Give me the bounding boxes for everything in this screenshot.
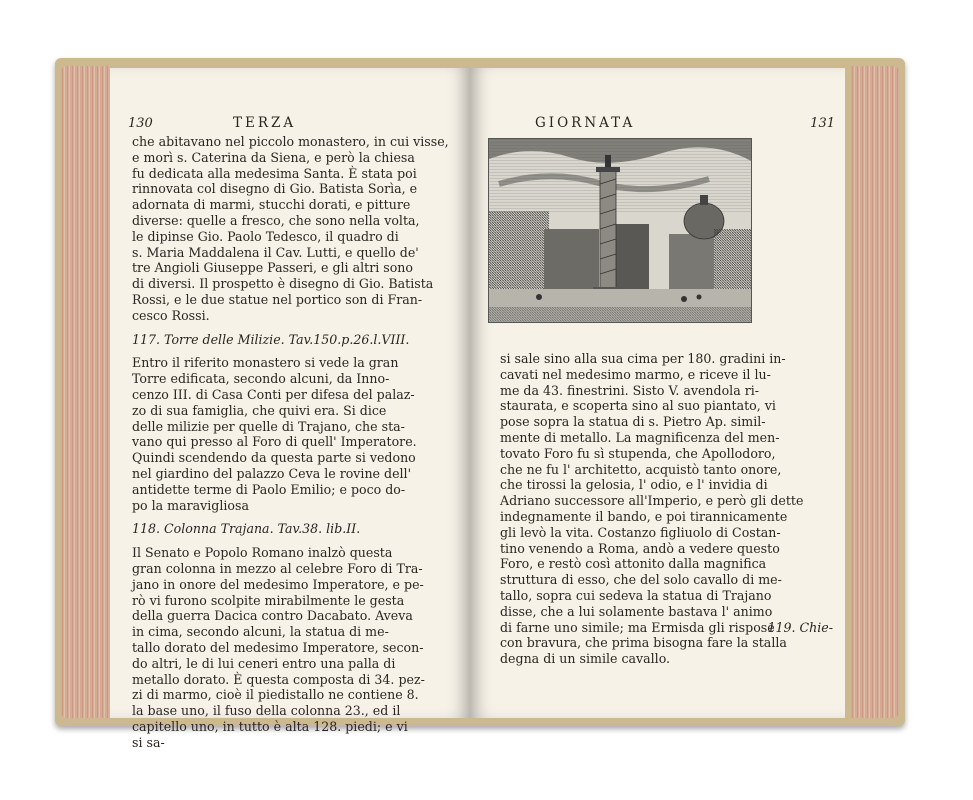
text-line: s. Maria Maddalena il Cav. Lutti, e quello de' <box>132 244 419 260</box>
right-page-number: 131 <box>810 116 835 131</box>
text-line: Entro il riferito monastero si vede la gran <box>132 355 399 371</box>
text-line: delle milizie per quelle di Trajano, che sta- <box>132 418 405 434</box>
paragraph-118 <box>132 545 462 750</box>
text-line: rò vi furono scolpite mirabilmente le gesta <box>132 592 405 608</box>
text-line: gli levò la vita. Costanzo figliuolo di Costan- <box>500 524 781 540</box>
text-line: disse, che a lui solamente bastava l' animo <box>500 603 773 619</box>
text-line: gran colonna in mezzo al celebre Foro di Tra- <box>132 560 423 576</box>
text-line: della guerra Dacica contro Dacabato. Aveva <box>132 608 413 624</box>
text-line: fu dedicata alla medesima Santa. È stata poi <box>132 165 417 181</box>
text-line: staurata, e scoperta sino al suo piantato, vi <box>500 398 776 414</box>
text-line: la base uno, il fuso della colonna 23., ed il <box>132 703 401 719</box>
text-line: vano qui presso al Foro di quell' Imperatore. <box>132 434 417 450</box>
text-line: tino venendo a Roma, andò a vedere questo <box>500 540 780 556</box>
text-line: zo di sua famiglia, che quivi era. Si dice <box>132 402 387 418</box>
text-line: che tirossi la gelosia, l' odio, e l' invidia di <box>500 477 768 493</box>
text-line: Il Senato e Popolo Romano inalzò questa <box>132 545 393 561</box>
text-line: si sale sino alla sua cima per 180. gradini in- <box>500 351 786 366</box>
trajan-column-engraving <box>488 138 752 323</box>
right-page <box>470 68 845 718</box>
section-heading-118: 118. Colonna Trajana. Tav.38. lib.II. <box>132 521 361 537</box>
text-line: indegnamente il bando, e poi tirannicamente <box>500 508 788 524</box>
text-line: metallo dorato. È questa composta di 34. pez- <box>132 671 425 687</box>
text-line: nel giardino del palazzo Ceva le rovine dell' <box>132 465 412 481</box>
text-line: jano in onore del medesimo Imperatore, e pe- <box>132 576 424 592</box>
text-line: tre Angioli Giuseppe Passeri, e gli altri sono <box>132 260 413 276</box>
engraving-illustration <box>489 139 751 322</box>
left-page <box>110 68 470 750</box>
catchword: 119. Chie- <box>767 620 833 636</box>
open-book <box>55 58 905 750</box>
paragraph-top <box>132 134 462 324</box>
left-running-head: TERZA <box>233 115 297 131</box>
text-line: tallo, sopra cui sedeva la statua di Trajano <box>500 587 772 603</box>
text-line: e morì s. Caterina da Siena, e però la chiesa <box>132 149 415 165</box>
text-line: Foro, e restò così attonito dalla magnifica <box>500 556 767 572</box>
text-line: capitello uno, in tutto è alta 128. piedi; e vi <box>132 718 408 734</box>
text-line: mente di metallo. La magnificenza del men- <box>500 429 780 445</box>
text-line: tovato Foro fu sì stupenda, che Apollodoro, <box>500 445 776 461</box>
text-line: Rossi, e le due statue nel portico son di Fran- <box>132 291 423 307</box>
text-line: di diversi. Il prospetto è disegno di Gio. Batista <box>132 276 434 292</box>
text-line: pose sopra la statua di s. Pietro Ap. simil- <box>500 414 766 430</box>
text-line: zi di marmo, cioè il piedistallo ne contiene 8. <box>132 687 419 703</box>
text-line: struttura di esso, che del solo cavallo di me- <box>500 572 782 588</box>
text-line: adornata di marmi, stucchi dorati, e pitture <box>132 197 411 213</box>
text-line: Quindi scendendo da questa parte si vedono <box>132 450 416 466</box>
left-header <box>128 116 458 132</box>
text-line: me da 43. finestrini. Sisto V. avendola ri- <box>500 382 760 398</box>
text-line: con bravura, che prima bisogna fare la stalla <box>500 635 787 651</box>
text-line: cesco Rossi. <box>132 307 210 323</box>
paragraph-117 <box>132 355 462 513</box>
page-edges-left <box>61 66 109 718</box>
text-line: Torre edificata, secondo alcuni, da Inno- <box>132 371 390 387</box>
text-line: rinnovata col disegno di Gio. Batista Sorìa, e <box>132 181 418 197</box>
text-line: diverse: quelle a fresco, che sono nella volta, <box>132 212 420 228</box>
right-header <box>535 116 835 132</box>
text-line: do altri, le di lui ceneri entro una palla di <box>132 655 396 671</box>
text-line: po la maravigliosa <box>132 497 249 513</box>
text-line: in cima, secondo alcuni, la statua di me- <box>132 624 389 640</box>
left-text-block <box>132 134 462 750</box>
left-page-number: 130 <box>128 116 153 131</box>
text-line: degna di un simile cavallo. <box>500 651 671 667</box>
text-line: che ne fu l' architetto, acquistò tanto onore, <box>500 461 782 477</box>
text-line: cenzo III. di Casa Conti per difesa del palaz- <box>132 386 415 402</box>
text-line: antidette terme di Paolo Emilio; e poco do- <box>132 481 406 497</box>
text-line: che abitavano nel piccolo monastero, in cui visse, <box>132 134 449 149</box>
text-line: di farne uno simile; ma Ermisda gli rispose <box>500 619 775 635</box>
page-edges-right <box>851 66 899 718</box>
text-line: tallo dorato del medesimo Imperatore, secon- <box>132 639 424 655</box>
text-line: le dipinse Gio. Paolo Tedesco, il quadro di <box>132 228 399 244</box>
right-running-head: GIORNATA <box>535 115 636 131</box>
text-line: si sa- <box>132 734 165 750</box>
text-line: cavati nel medesimo marmo, e riceve il lu- <box>500 366 771 382</box>
section-heading-117: 117. Torre delle Milizie. Tav.150.p.26.l.VIII. <box>132 331 410 347</box>
text-line: Adriano successore all'Imperio, e però gli dette <box>500 493 804 509</box>
